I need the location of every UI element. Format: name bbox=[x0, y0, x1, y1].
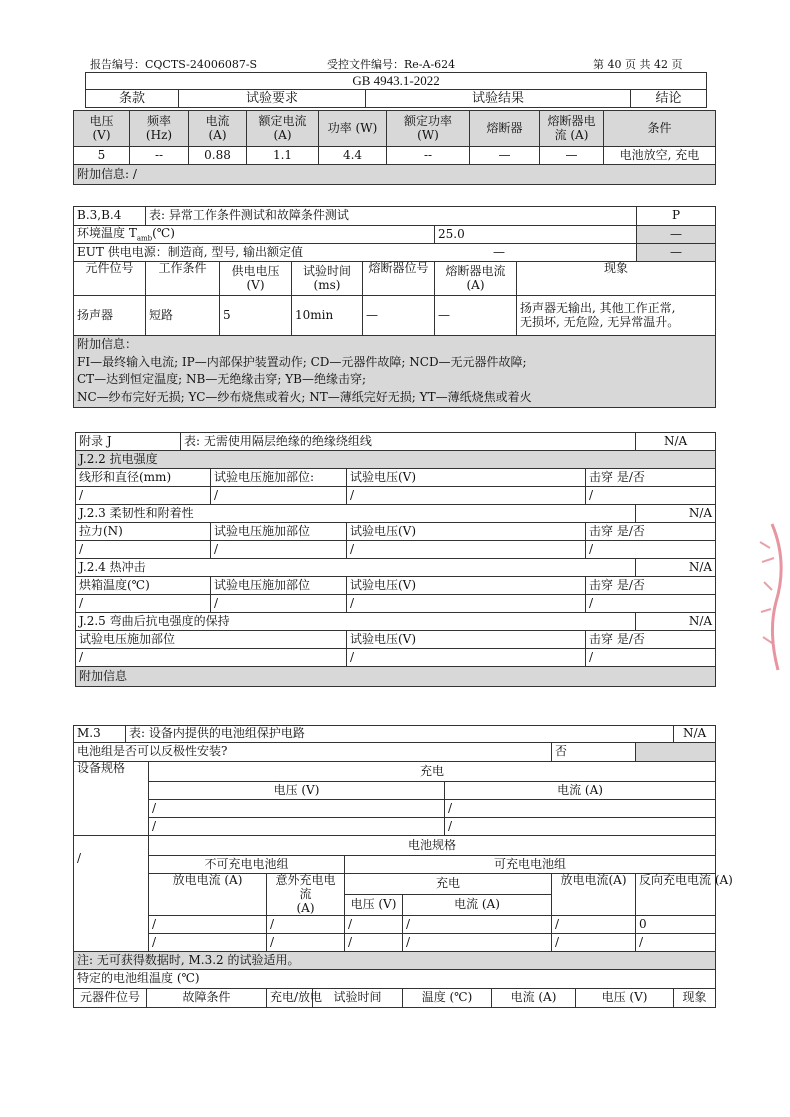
j24-col-voltage: 试验电压(V) bbox=[347, 577, 586, 595]
abnormal-fault-table bbox=[73, 206, 716, 408]
ambient-temp-label: 环境温度 $T_{amb}(℃)$ bbox=[74, 226, 435, 244]
battery-value: / bbox=[267, 934, 345, 952]
battery-value: / bbox=[345, 934, 403, 952]
power-cell-fuse-current: — bbox=[540, 147, 604, 165]
standard-number: GB 4943.1-2022 bbox=[86, 73, 707, 90]
b34-cell-component: 扬声器 bbox=[74, 296, 146, 336]
b34-header-time: 试验时间 (ms) bbox=[292, 262, 363, 296]
ambient-temp-value: 25.0 bbox=[435, 226, 637, 244]
j24-value: / bbox=[586, 595, 716, 613]
col-result: 试验结果 bbox=[366, 90, 631, 108]
power-cell-rated-power: -- bbox=[387, 147, 470, 165]
non-rechargeable-header: 不可充电电池组 bbox=[149, 856, 345, 874]
b34-cell-condition: 短路 bbox=[146, 296, 220, 336]
power-header-fuse-current: 熔断器电 流 (A) bbox=[540, 111, 604, 147]
battery-value: / bbox=[636, 934, 716, 952]
b34-header-component: 元件位号 bbox=[74, 262, 146, 296]
power-header-power: 功率 (W) bbox=[319, 111, 387, 147]
control-number: 受控文件编号：Re-A-624 bbox=[327, 58, 456, 71]
report-number: 报告编号：CQCTS-24006087-S bbox=[90, 58, 258, 71]
j22-col-voltage: 试验电压(V) bbox=[347, 469, 586, 487]
power-cell-power: 4.4 bbox=[319, 147, 387, 165]
j22-col-wire: 线形和直径(mm) bbox=[76, 469, 211, 487]
charge2-header: 充电 bbox=[345, 874, 552, 895]
discharge-current-header: 放电电流 (A) bbox=[149, 874, 267, 916]
j25-col-voltage: 试验电压(V) bbox=[347, 631, 586, 649]
battery-temp-label: 特定的电池组温度 (℃) bbox=[74, 970, 716, 989]
m3-verdict: N/A bbox=[674, 726, 716, 743]
power-header-frequency: 频率 (Hz) bbox=[130, 111, 189, 147]
reverse-polarity-question: 电池组是否可以反极性安装? bbox=[74, 743, 552, 762]
last-col-voltage: 电压 (V) bbox=[576, 989, 674, 1008]
power-cell-frequency: -- bbox=[130, 147, 189, 165]
j24-title: J.2.4 热冲击 bbox=[76, 559, 636, 577]
j23-value: / bbox=[76, 541, 211, 559]
last-col-time: 试验时间 bbox=[313, 989, 403, 1008]
b34-header-voltage: 供电电压 (V) bbox=[220, 262, 292, 296]
j22-col-location: 试验电压施加部位: bbox=[211, 469, 347, 487]
battery-value: / bbox=[403, 916, 552, 934]
power-header-current: 电流 (A) bbox=[189, 111, 247, 147]
last-col-current: 电流 (A) bbox=[492, 989, 576, 1008]
equip-voltage-value: / bbox=[149, 800, 445, 818]
appj-verdict: N/A bbox=[636, 433, 716, 451]
j25-col-location: 试验电压施加部位 bbox=[76, 631, 347, 649]
j25-value: / bbox=[76, 649, 347, 667]
charge-voltage-header: 电压 (V) bbox=[345, 895, 403, 916]
b34-note-3: NC—纱布完好无损; YC—纱布烧焦或着火; NT—薄纸完好无损; YT—薄纸烧焦或着火 bbox=[77, 389, 532, 404]
j25-value: / bbox=[347, 649, 586, 667]
battery-value: / bbox=[267, 916, 345, 934]
j24-value: / bbox=[347, 595, 586, 613]
j23-verdict: N/A bbox=[636, 505, 716, 523]
j23-value: / bbox=[211, 541, 347, 559]
power-header-condition: 条件 bbox=[604, 111, 716, 147]
battery-protection-table bbox=[73, 725, 733, 1008]
power-table bbox=[73, 110, 716, 185]
j25-verdict: N/A bbox=[636, 613, 716, 631]
equip-current-value: / bbox=[445, 818, 716, 836]
b34-cell-fuse-no: — bbox=[363, 296, 435, 336]
power-cell-rated-current: 1.1 bbox=[247, 147, 319, 165]
discharge-current2-header: 放电电流(A) bbox=[552, 874, 636, 916]
battery-spec-slash: / bbox=[74, 836, 149, 952]
battery-spec-header: 电池规格 bbox=[149, 836, 716, 856]
equip-voltage-value: / bbox=[149, 818, 445, 836]
j25-col-breakdown: 击穿 是/否 bbox=[586, 631, 716, 649]
m3-title: 表: 设备内提供的电池组保护电路 bbox=[126, 726, 674, 743]
b34-verdict: P bbox=[637, 207, 716, 226]
eut-supply-label: EUT 供电电源：制造商, 型号, 输出额定值 — bbox=[74, 244, 637, 262]
charge-header: 充电 bbox=[149, 762, 716, 782]
battery-value: / bbox=[149, 916, 267, 934]
reverse-polarity-answer: 否 bbox=[552, 743, 636, 762]
b34-note-1: FI—最终输入电流; IP—内部保护装置动作; CD—元器件故障; NCD—无元器件故障; bbox=[77, 354, 527, 369]
seal-stamp bbox=[758, 522, 788, 672]
reverse-charge-header: 反向充电电流 (A) bbox=[636, 874, 716, 916]
rechargeable-header: 可充电电池组 bbox=[345, 856, 716, 874]
j24-value: / bbox=[76, 595, 211, 613]
j22-value: / bbox=[347, 487, 586, 505]
battery-value: / bbox=[149, 934, 267, 952]
b34-note-2: CT—达到恒定温度; NB—无绝缘击穿; YB—绝缘击穿; bbox=[77, 372, 367, 386]
battery-value: / bbox=[345, 916, 403, 934]
appendix-j-table bbox=[75, 432, 716, 687]
last-col-temp: 温度 (℃) bbox=[403, 989, 492, 1008]
b34-cell-fuse-current: — bbox=[435, 296, 517, 336]
equipment-spec-label: 设备规格 bbox=[74, 762, 149, 836]
power-cell-voltage: 5 bbox=[74, 147, 130, 165]
b34-header-fuse-current: 熔断器电流 (A) bbox=[435, 262, 517, 296]
last-col-charge-discharge: 充电/放电 bbox=[267, 989, 313, 1008]
appj-title: 表: 无需使用隔层绝缘的绝缘绕组线 bbox=[181, 433, 636, 451]
j23-col-force: 拉力(N) bbox=[76, 523, 211, 541]
b34-header-fuse-no: 熔断器位号 bbox=[363, 262, 435, 296]
j22-value: / bbox=[211, 487, 347, 505]
appj-additional-info: 附加信息 bbox=[76, 667, 716, 687]
b34-cell-time: 10min bbox=[292, 296, 363, 336]
j24-col-oven-temp: 烘箱温度(℃) bbox=[76, 577, 211, 595]
last-col-phenomenon: 现象 bbox=[674, 989, 716, 1008]
m3-clause: M.3 bbox=[74, 726, 126, 743]
battery-value: / bbox=[403, 934, 552, 952]
reverse-polarity-verdict bbox=[636, 743, 716, 762]
j23-col-voltage: 试验电压(V) bbox=[347, 523, 586, 541]
b34-title: 表: 异常工作条件测试和故障条件测试 bbox=[146, 207, 637, 226]
j24-verdict: N/A bbox=[636, 559, 716, 577]
equip-current-value: / bbox=[445, 800, 716, 818]
standard-header-table bbox=[85, 72, 707, 108]
j24-col-location: 试验电压施加部位 bbox=[211, 577, 347, 595]
equip-voltage-header: 电压 (V) bbox=[149, 782, 445, 800]
accidental-charge-header: 意外充电电流 (A) bbox=[267, 874, 345, 916]
b34-clause: B.3,B.4 bbox=[74, 207, 146, 226]
col-clause: 条款 bbox=[86, 90, 179, 108]
last-col-component: 元器件位号 bbox=[74, 989, 147, 1008]
eut-supply-verdict: — bbox=[637, 244, 716, 262]
b34-header-phenomenon: 现象 bbox=[517, 262, 716, 296]
col-requirement: 试验要求 bbox=[179, 90, 366, 108]
j24-col-breakdown: 击穿 是/否 bbox=[586, 577, 716, 595]
reverse-charge-value: 0 bbox=[636, 916, 716, 934]
j22-col-breakdown: 击穿 是/否 bbox=[586, 469, 716, 487]
m3-note: 注: 无可获得数据时, M.3.2 的试验适用。 bbox=[74, 952, 716, 970]
j22-title: J.2.2 抗电强度 bbox=[76, 451, 716, 469]
last-col-fault: 故障条件 bbox=[147, 989, 267, 1008]
j25-title: J.2.5 弯曲后抗电强度的保持 bbox=[76, 613, 636, 631]
col-verdict: 结论 bbox=[631, 90, 707, 108]
b34-cell-phenomenon: 扬声器无输出, 其他工作正常, 无损坏, 无危险, 无异常温升。 bbox=[517, 296, 716, 336]
power-additional-info: 附加信息: / bbox=[74, 165, 716, 185]
power-header-voltage: 电压 (V) bbox=[74, 111, 130, 147]
page-header bbox=[75, 56, 715, 72]
j23-value: / bbox=[347, 541, 586, 559]
power-header-fuse: 熔断器 bbox=[470, 111, 540, 147]
b34-additional-info: 附加信息： FI—最终输入电流; IP—内部保护装置动作; CD—元器件故障; NCD—无元器件故障; CT—达到恒定温度; NB—无绝缘击穿; YB—绝缘击穿; NC—纱布完好无损; YC—纱布烧焦或着火; NT—薄纸完好无损; YT—薄纸烧焦或着火 bbox=[74, 336, 716, 408]
ambient-temp-verdict: — bbox=[637, 226, 716, 244]
j23-value: / bbox=[586, 541, 716, 559]
j23-title: J.2.3 柔韧性和附着性 bbox=[76, 505, 636, 523]
j24-value: / bbox=[211, 595, 347, 613]
b34-cell-voltage: 5 bbox=[220, 296, 292, 336]
b34-header-condition: 工作条件 bbox=[146, 262, 220, 296]
charge-current-header: 电流 (A) bbox=[403, 895, 552, 916]
power-cell-condition: 电池放空, 充电 bbox=[604, 147, 716, 165]
j22-value: / bbox=[586, 487, 716, 505]
j22-value: / bbox=[76, 487, 211, 505]
j23-col-breakdown: 击穿 是/否 bbox=[586, 523, 716, 541]
battery-value: / bbox=[552, 916, 636, 934]
power-cell-current: 0.88 bbox=[189, 147, 247, 165]
equip-current-header: 电流 (A) bbox=[445, 782, 716, 800]
page-number: 第 40 页 共 42 页 bbox=[593, 58, 683, 71]
j25-value: / bbox=[586, 649, 716, 667]
power-cell-fuse: — bbox=[470, 147, 540, 165]
battery-value: / bbox=[552, 934, 636, 952]
appj-clause: 附录 J bbox=[76, 433, 181, 451]
power-header-rated-current: 额定电流 (A) bbox=[247, 111, 319, 147]
power-header-rated-power: 额定功率 (W) bbox=[387, 111, 470, 147]
j23-col-location: 试验电压施加部位 bbox=[211, 523, 347, 541]
